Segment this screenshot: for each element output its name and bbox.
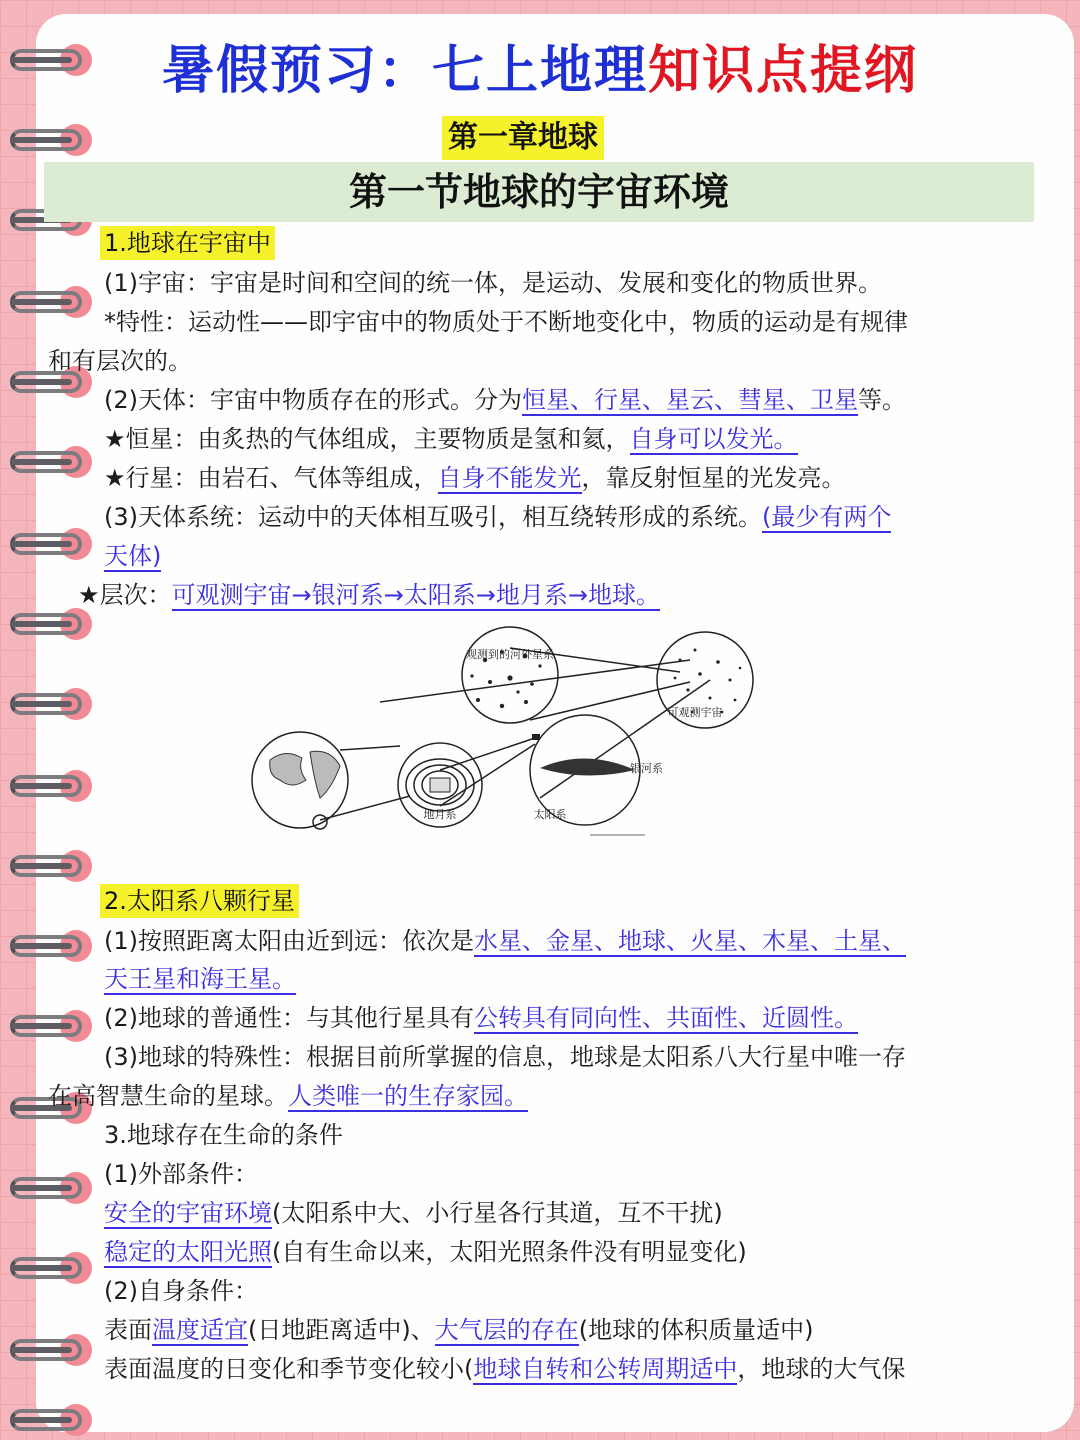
binder-ring <box>0 1330 100 1370</box>
p1-l4-highlight: 恒星、行星、星云、彗星、卫星 <box>522 386 858 414</box>
connector-line <box>320 796 410 820</box>
p2-l5-highlight: 人类唯一的生存家园。 <box>288 1082 528 1110</box>
binder-ring <box>0 1006 100 1046</box>
ring-wire-bar <box>10 379 72 385</box>
binder-ring <box>0 684 100 724</box>
section-title: 第一节地球的宇宙环境 <box>44 162 1034 222</box>
ring-wire-bar <box>10 783 72 789</box>
p3-l6-c: ，地球的大气保 <box>737 1355 906 1383</box>
part3-heading: 3.地球存在生命的条件 <box>104 1121 343 1149</box>
p1-l5-a: ★恒星：由炙热的气体组成，主要物质是氢和氦， <box>104 425 630 453</box>
part1-heading: 1.地球在宇宙中 <box>100 226 275 260</box>
p3-line2 <box>104 1196 723 1230</box>
p3-l2-highlight: 安全的宇宙环境 <box>104 1199 272 1227</box>
p3-l5-e: (地球的体积质量适中) <box>578 1316 814 1344</box>
p3-line1: (1)外部条件： <box>104 1160 258 1188</box>
p1-l7-highlight: (最少有两个 <box>762 503 892 531</box>
ring-wire-bar <box>10 943 72 949</box>
ring-wire-bar <box>10 1417 72 1423</box>
p1-line4 <box>104 383 906 417</box>
continent-shape <box>270 753 306 785</box>
moon-circle <box>313 815 327 829</box>
binder-ring <box>0 524 100 564</box>
label-milkyway: 银河系 <box>630 762 663 775</box>
p3-l5-highlight1: 温度适宜 <box>152 1316 248 1344</box>
p2-line5 <box>48 1079 528 1113</box>
p2-l1-a: (1)按照距离太阳由近到远：依次是 <box>104 927 474 955</box>
binder-ring <box>0 442 100 482</box>
ring-wire-bar <box>10 541 72 547</box>
binder-ring <box>0 1168 100 1208</box>
ring-wire-bar <box>10 701 72 707</box>
binder-ring <box>0 926 100 966</box>
p2-line1 <box>104 924 906 958</box>
chapter-title: 第一章地球 <box>442 116 604 160</box>
ring-wire-bar <box>10 621 72 627</box>
p1-l9-highlight: 可观测宇宙→银河系→太阳系→地月系→地球。 <box>171 581 660 609</box>
label-earthmoon: 地月系 <box>423 808 457 821</box>
p1-line9 <box>78 578 660 612</box>
cosmic-hierarchy-diagram <box>240 620 760 860</box>
binder-ring <box>0 1248 100 1288</box>
p3-line6 <box>104 1352 905 1386</box>
galaxies-circle <box>462 627 558 723</box>
p1-l6-a: ★行星：由岩石、气体等组成， <box>104 464 438 492</box>
p3-l6-a: 表面温度的日变化和季节变化较小( <box>104 1355 474 1383</box>
p2-l3-highlight: 公转具有同向性、共面性、近圆性。 <box>474 1004 858 1032</box>
label-solar: 太阳系 <box>533 808 567 821</box>
binder-ring <box>0 846 100 886</box>
p1-line5 <box>104 422 798 456</box>
p3-l3-b: (自有生命以来，太阳光照条件没有明显变化) <box>272 1238 747 1266</box>
p1-line2: *特性：运动性——即宇宙中的物质处于不断地变化中，物质的运动是有规律 <box>104 308 908 336</box>
p1-l4-c: 等。 <box>858 386 906 414</box>
p3-line4: (2)自身条件： <box>104 1277 258 1305</box>
p2-l3-a: (2)地球的普通性：与其他行星具有 <box>104 1004 474 1032</box>
p3-l5-c: (日地距离适中)、 <box>248 1316 435 1344</box>
p1-line7 <box>104 500 891 534</box>
ring-wire-bar <box>10 863 72 869</box>
milkyway-disk <box>540 758 635 775</box>
p1-l6-highlight: 自身不能发光 <box>437 464 582 492</box>
ring-wire-bar <box>10 1265 72 1271</box>
binder-ring <box>0 282 100 322</box>
p2-line4: (3)地球的特殊性：根据目前所掌握的信息，地球是太阳系八大行星中唯一存 <box>104 1043 906 1071</box>
p1-line3: 和有层次的。 <box>48 347 192 375</box>
part2-heading: 2.太阳系八颗行星 <box>100 884 299 918</box>
title-blue-part: 暑假预习：七上地理 <box>161 41 648 101</box>
connector-line <box>340 746 400 750</box>
p3-line3 <box>104 1235 747 1269</box>
page-title <box>0 28 1080 103</box>
binder-ring <box>0 766 100 806</box>
p2-l5-a: 在高智慧生命的星球。 <box>48 1082 288 1110</box>
p2-line2 <box>104 962 296 996</box>
p2-line3 <box>104 1001 858 1035</box>
ring-wire-bar <box>10 459 72 465</box>
ring-wire-bar <box>10 1023 72 1029</box>
p3-line5 <box>104 1313 813 1347</box>
p2-l2-highlight: 天王星和海王星。 <box>104 965 296 993</box>
p1-line6 <box>104 461 846 495</box>
p2-l1-highlight: 水星、金星、地球、火星、木星、土星、 <box>474 927 906 955</box>
binder-ring <box>0 1400 100 1440</box>
p1-line1: (1)宇宙：宇宙是时间和空间的统一体，是运动、发展和变化的物质世界。 <box>104 269 882 297</box>
label-universe: 可观测宇宙 <box>667 706 723 719</box>
ring-wire-bar <box>10 1347 72 1353</box>
label-galaxies: 观测到的河外星系 <box>466 648 554 661</box>
p1-l7-a: (3)天体系统：运动中的天体相互吸引，相互绕转形成的系统。 <box>104 503 762 531</box>
p3-l5-highlight2: 大气层的存在 <box>434 1316 579 1344</box>
p3-l5-a: 表面 <box>104 1316 152 1344</box>
p1-l6-c: ，靠反射恒星的光发亮。 <box>581 464 846 492</box>
ring-wire-bar <box>10 1185 72 1191</box>
p1-l8-highlight: 天体) <box>104 542 162 570</box>
sun-marker <box>532 734 540 740</box>
p1-l4-a: (2)天体：宇宙中物质存在的形式。分为 <box>104 386 522 414</box>
p1-l9-a: ★层次： <box>78 581 172 609</box>
p3-l3-highlight: 稳定的太阳光照 <box>104 1238 272 1266</box>
p1-l5-highlight: 自身可以发光。 <box>629 425 798 453</box>
connector-line <box>530 682 690 720</box>
ring-wire-bar <box>10 299 72 305</box>
sun-center <box>430 778 450 792</box>
p3-l2-b: (太阳系中大、小行星各行其道，互不干扰) <box>272 1199 723 1227</box>
title-red-part: 知识点提纲 <box>648 41 919 101</box>
ring-wire-bar <box>10 137 72 143</box>
p3-l6-highlight: 地球自转和公转周期适中 <box>473 1355 738 1383</box>
continent-shape <box>310 751 340 798</box>
p1-line8 <box>104 539 161 573</box>
binder-ring <box>0 120 100 160</box>
